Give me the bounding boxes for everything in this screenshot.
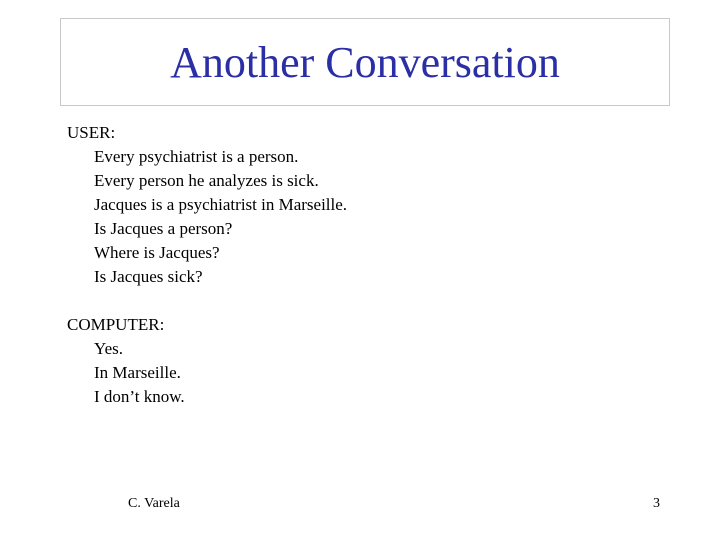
- user-line: Is Jacques a person?: [94, 219, 233, 238]
- computer-line: Yes.: [94, 339, 123, 358]
- user-dialogue: [67, 121, 347, 289]
- computer-line: I don’t know.: [94, 387, 185, 406]
- page-number: 3: [653, 496, 660, 511]
- user-line: Jacques is a psychiatrist in Marseille.: [94, 195, 348, 214]
- computer-dialogue: [67, 313, 185, 409]
- user-line: Is Jacques sick?: [94, 267, 203, 286]
- user-line: Every person he analyzes is sick.: [94, 171, 319, 190]
- user-line: Every psychiatrist is a person.: [94, 147, 299, 166]
- computer-speaker-label: COMPUTER:: [67, 315, 165, 334]
- user-line: Where is Jacques?: [94, 243, 220, 262]
- user-speaker-label: USER:: [67, 123, 116, 142]
- title-box: [60, 18, 670, 106]
- footer-author: C. Varela: [128, 496, 180, 511]
- slide-title: Another Conversation: [170, 38, 560, 87]
- computer-line: In Marseille.: [94, 363, 181, 382]
